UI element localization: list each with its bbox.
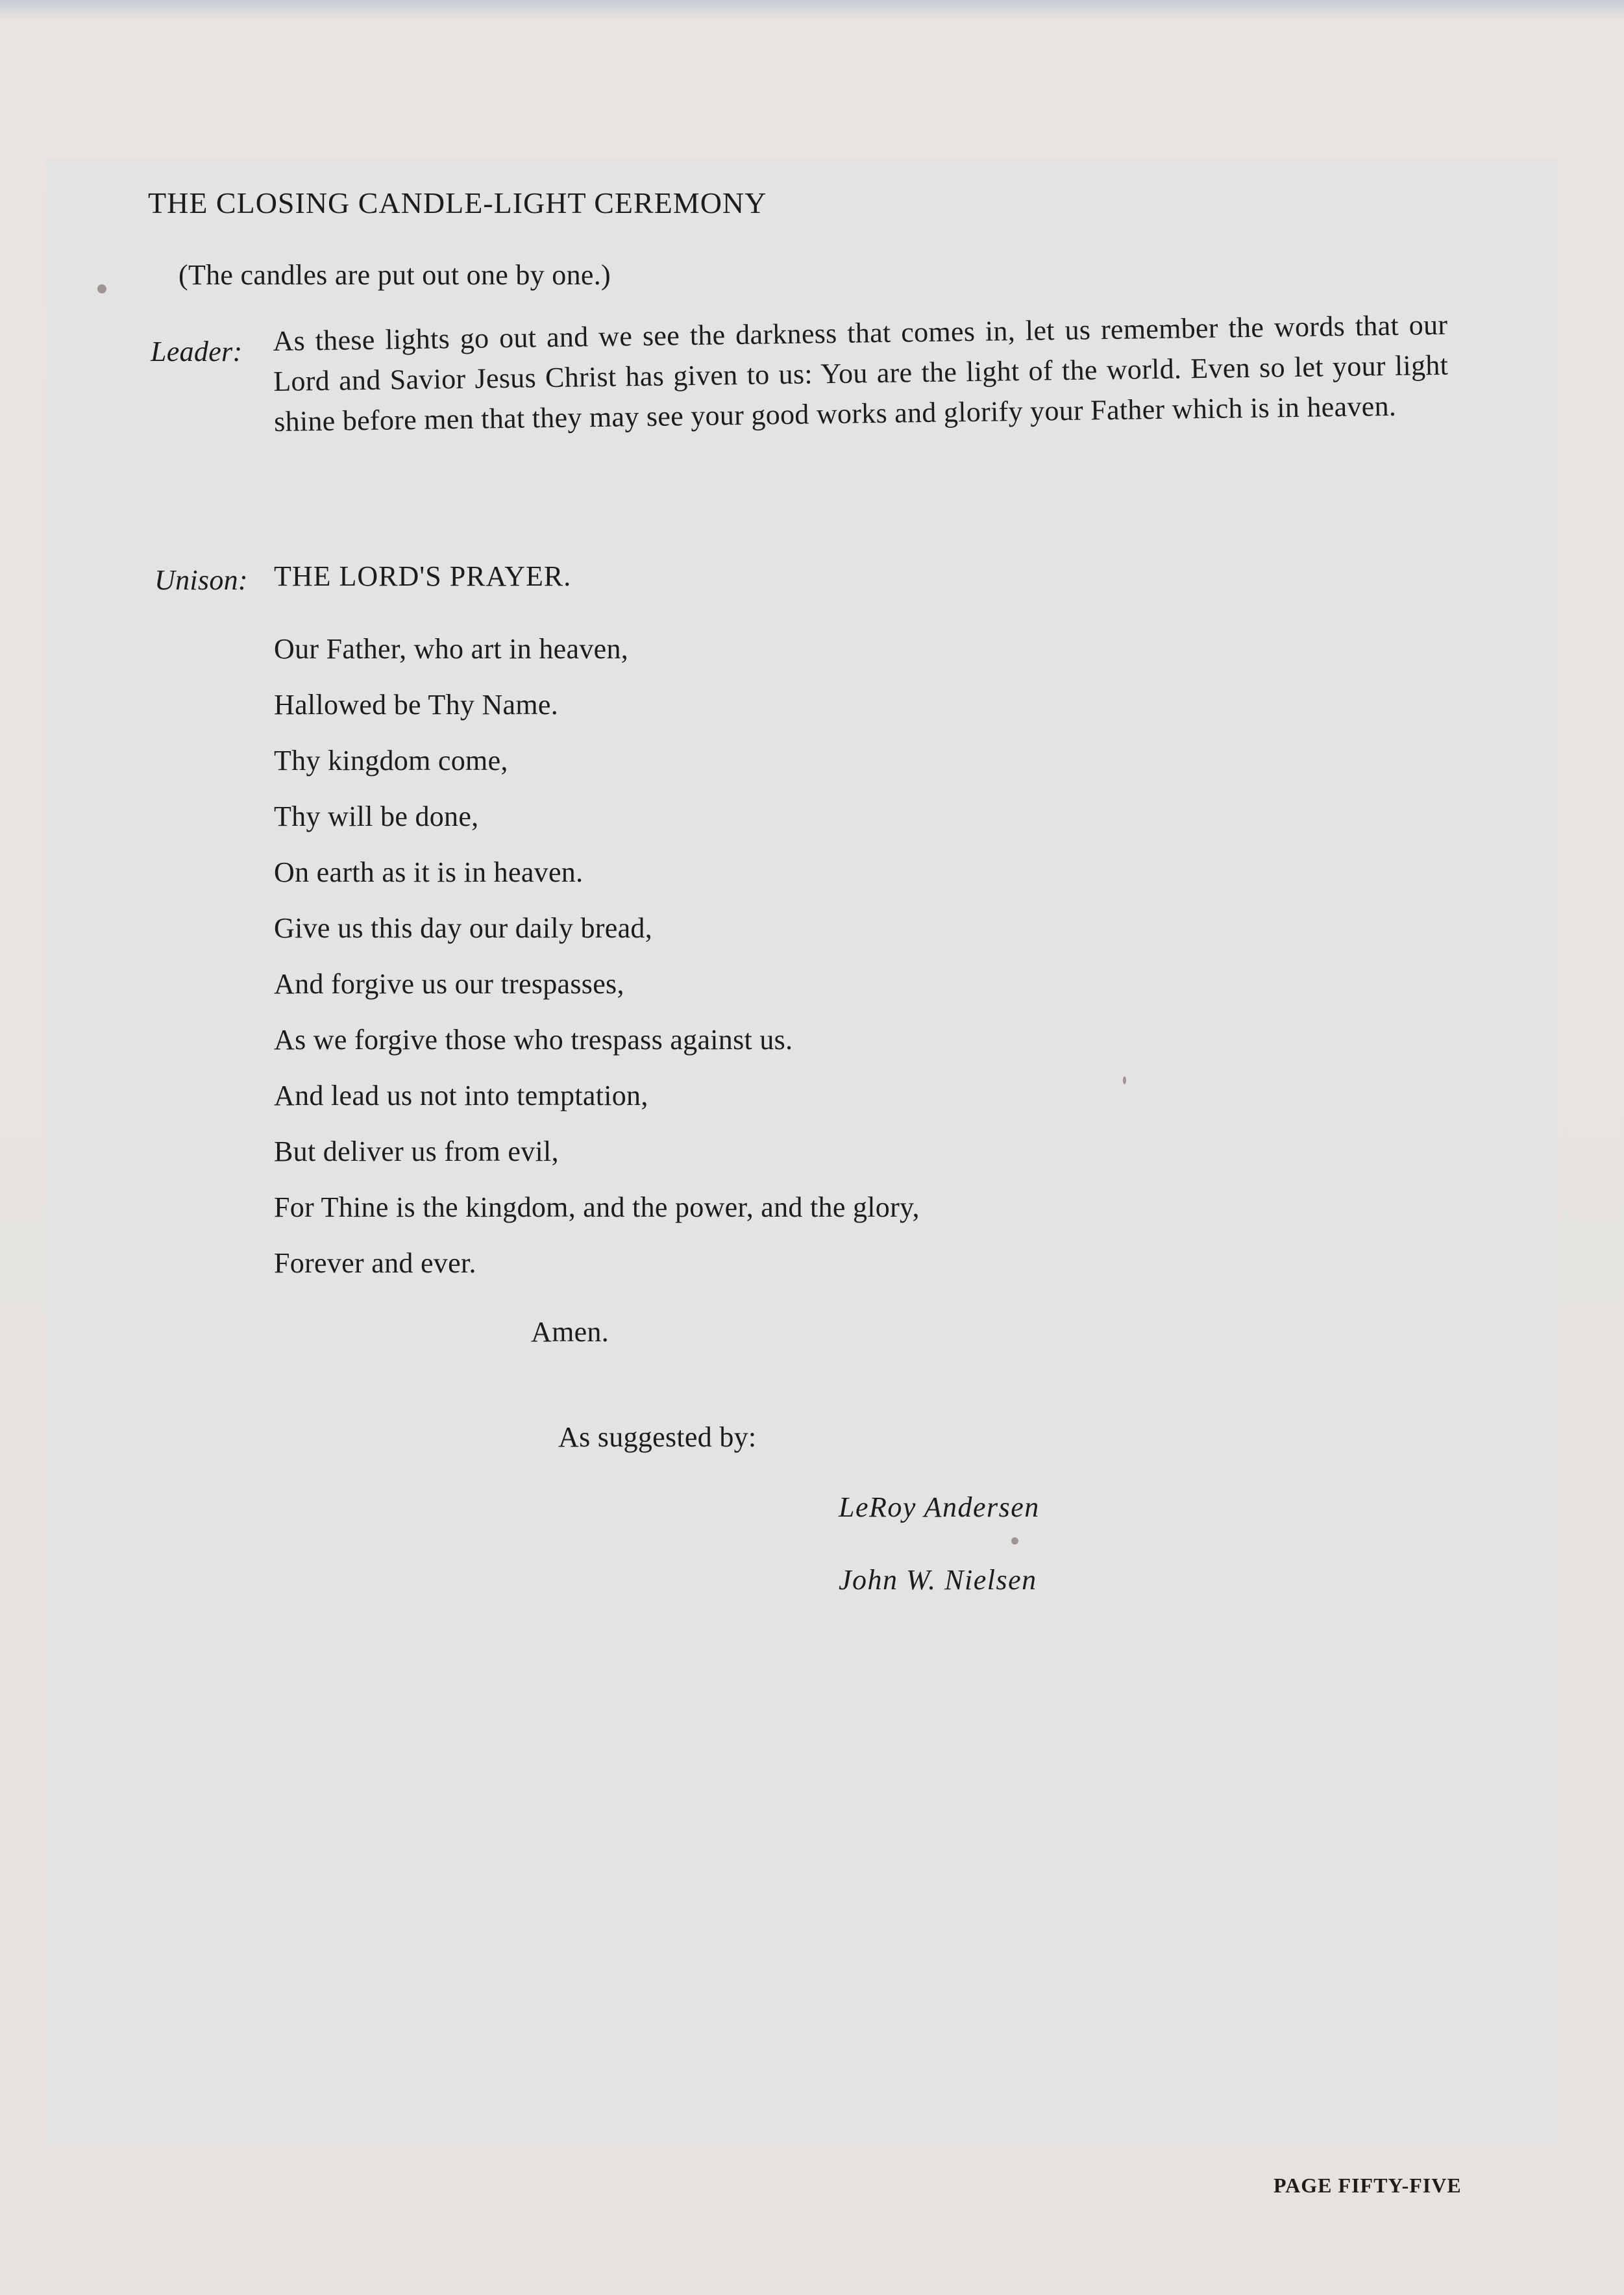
paper-speck <box>97 284 106 293</box>
suggested-by-label: As suggested by: <box>558 1421 757 1453</box>
paper-speck <box>1123 1076 1126 1084</box>
prayer-heading: THE LORD'S PRAYER. <box>274 560 572 592</box>
stage-note: (The candles are put out one by one.) <box>178 259 611 291</box>
prayer-line: And forgive us our trespasses, <box>274 968 624 1000</box>
unison-label: Unison: <box>154 564 248 596</box>
prayer-line: Thy will be done, <box>274 800 479 832</box>
signatory-name: John W. Nielsen <box>839 1564 1037 1596</box>
amen: Amen. <box>531 1316 609 1348</box>
prayer-line: Give us this day our daily bread, <box>274 912 652 944</box>
prayer-line: Hallowed be Thy Name. <box>274 689 559 721</box>
scan-top-edge <box>0 0 1624 21</box>
prayer-line: Thy kingdom come, <box>274 745 508 776</box>
paper-speck <box>1011 1537 1018 1544</box>
prayer-line: As we forgive those who trespass against us. <box>274 1024 793 1056</box>
prayer-line: Our Father, who art in heaven, <box>274 633 629 665</box>
prayer-lines <box>274 635 920 1305</box>
prayer-line: On earth as it is in heaven. <box>274 856 584 888</box>
prayer-line: But deliver us from evil, <box>274 1135 559 1167</box>
prayer-line: And lead us not into temptation, <box>274 1080 648 1111</box>
page-number: PAGE FIFTY-FIVE <box>1273 2174 1462 2197</box>
signatory-name: LeRoy Andersen <box>839 1491 1040 1523</box>
leader-label: Leader: <box>151 336 243 367</box>
prayer-line: Forever and ever. <box>274 1247 476 1279</box>
prayer-line: For Thine is the kingdom, and the power, and the glory, <box>274 1191 920 1223</box>
leader-text: As these lights go out and we see the darkness that comes in, let us remember the words that our Lord and Savior Jesus Christ has given to us: You are the light of the world. Even so let your light shine before men that they may see your good works and glorify your Father which is in heaven. <box>273 308 1449 438</box>
ceremony-title: THE CLOSING CANDLE-LIGHT CEREMONY <box>148 186 767 219</box>
